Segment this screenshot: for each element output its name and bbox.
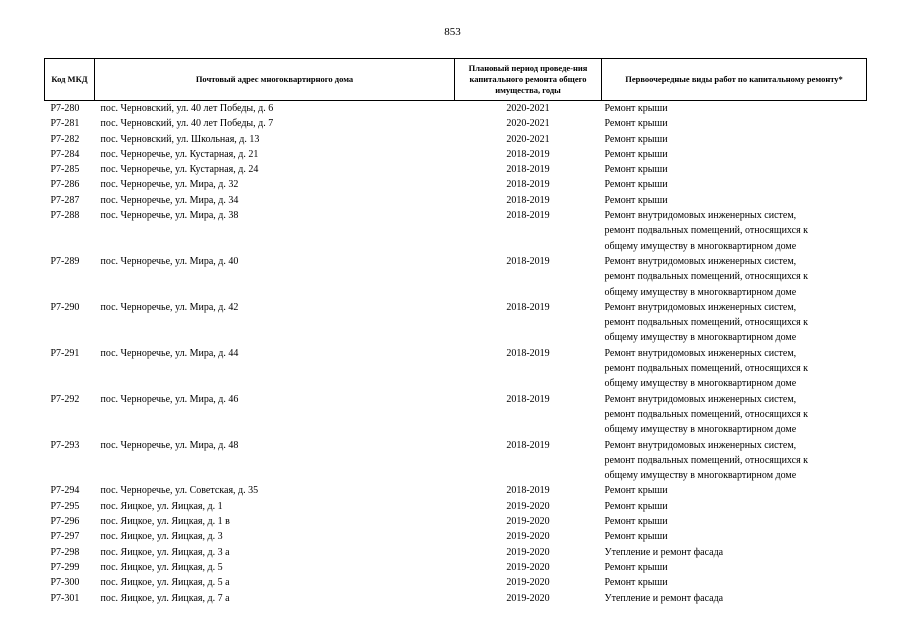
header-address: Почтовый адрес многоквартирного дома — [95, 59, 455, 101]
cell-period: 2019-2020 — [506, 500, 550, 512]
cell-address: пос. Черноречье, ул. Советская, д. 35 — [100, 485, 259, 497]
table-row — [45, 514, 867, 529]
cell-address: пос. Черноречье, ул. Мира, д. 42 — [100, 301, 239, 313]
works-line: ремонт подвальных помещений, относящихся к — [604, 271, 809, 283]
table-row — [45, 193, 867, 208]
cell-period: 2018-2019 — [506, 148, 550, 160]
cell-period: 2018-2019 — [506, 347, 550, 359]
cell-works — [602, 346, 867, 392]
table-row — [45, 346, 867, 392]
cell-code: Р7-295 — [50, 500, 80, 512]
works-line: Утепление и ремонт фасада — [604, 546, 724, 558]
cell-works — [602, 392, 867, 438]
table-row — [45, 300, 867, 346]
header-code: Код МКД — [45, 59, 95, 101]
cell-works — [602, 132, 867, 147]
cell-period: 2018-2019 — [506, 255, 550, 267]
works-line: общему имуществу в многоквартирном доме — [604, 378, 797, 390]
works-line: Ремонт крыши — [604, 531, 668, 543]
table-row — [45, 177, 867, 192]
cell-address: пос. Яицкое, ул. Яицкая, д. 1 в — [100, 516, 230, 528]
works-line: Ремонт крыши — [604, 577, 668, 589]
header-period: Плановый период проведе-ния капитального ремонта общего имущества, годы — [455, 59, 602, 101]
cell-code: Р7-288 — [50, 210, 80, 222]
cell-works — [602, 499, 867, 514]
cell-works — [602, 438, 867, 484]
table-row — [45, 483, 867, 498]
works-line: ремонт подвальных помещений, относящихся к — [604, 225, 809, 237]
cell-code: Р7-282 — [50, 133, 80, 145]
works-line: Ремонт крыши — [604, 485, 668, 497]
works-line: общему имуществу в многоквартирном доме — [604, 286, 797, 298]
works-line: Ремонт внутридомовых инженерных систем, — [604, 347, 797, 359]
cell-period: 2019-2020 — [506, 561, 550, 573]
works-line: Ремонт крыши — [604, 103, 668, 114]
cell-works — [602, 254, 867, 300]
table-row — [45, 591, 867, 606]
cell-works — [602, 529, 867, 544]
table-row — [45, 438, 867, 484]
cell-code: Р7-290 — [50, 301, 80, 313]
cell-works — [602, 560, 867, 575]
capital-repair-table — [44, 58, 867, 606]
cell-code: Р7-294 — [50, 485, 80, 497]
works-line: Ремонт крыши — [604, 516, 668, 528]
cell-works — [602, 193, 867, 208]
header-works: Первоочередные виды работ по капитальному ремонту* — [602, 59, 867, 101]
cell-address: пос. Яицкое, ул. Яицкая, д. 5 — [100, 561, 223, 573]
works-line: Ремонт крыши — [604, 148, 668, 160]
cell-code: Р7-287 — [50, 194, 80, 206]
works-line: Утепление и ремонт фасада — [604, 592, 724, 604]
cell-period: 2018-2019 — [506, 485, 550, 497]
cell-code: Р7-297 — [50, 531, 80, 543]
cell-works — [602, 575, 867, 590]
cell-address: пос. Черновский, ул. 40 лет Победы, д. 7 — [100, 118, 274, 130]
cell-code: Р7-280 — [50, 103, 80, 114]
cell-code: Р7-281 — [50, 118, 80, 130]
table-row — [45, 392, 867, 438]
cell-code: Р7-292 — [50, 393, 80, 405]
table-row — [45, 101, 867, 117]
table-row — [45, 208, 867, 254]
table-row — [45, 560, 867, 575]
cell-works — [602, 300, 867, 346]
cell-code: Р7-299 — [50, 561, 80, 573]
cell-code: Р7-285 — [50, 164, 80, 176]
cell-address: пос. Черноречье, ул. Мира, д. 44 — [100, 347, 239, 359]
works-line: Ремонт внутридомовых инженерных систем, — [604, 210, 797, 222]
table-row — [45, 162, 867, 177]
cell-address: пос. Яицкое, ул. Яицкая, д. 3 — [100, 531, 223, 543]
cell-works — [602, 591, 867, 606]
cell-address: пос. Черноречье, ул. Кустарная, д. 21 — [100, 148, 259, 160]
cell-code: Р7-300 — [50, 577, 80, 589]
cell-address: пос. Яицкое, ул. Яицкая, д. 5 а — [100, 577, 230, 589]
cell-period: 2018-2019 — [506, 179, 550, 191]
works-line: Ремонт внутридомовых инженерных систем, — [604, 301, 797, 313]
table-row — [45, 116, 867, 131]
works-line: Ремонт внутридомовых инженерных систем, — [604, 255, 797, 267]
table-row — [45, 545, 867, 560]
table-row — [45, 132, 867, 147]
cell-address: пос. Яицкое, ул. Яицкая, д. 3 а — [100, 546, 230, 558]
cell-period: 2018-2019 — [506, 164, 550, 176]
cell-works — [602, 101, 867, 117]
cell-period: 2018-2019 — [506, 210, 550, 222]
cell-address: пос. Черновский, ул. 40 лет Победы, д. 6 — [100, 103, 274, 114]
cell-address: пос. Яицкое, ул. Яицкая, д. 7 а — [100, 592, 230, 604]
cell-code: Р7-291 — [50, 347, 80, 359]
works-line: Ремонт крыши — [604, 118, 668, 130]
page-number: 853 — [444, 26, 461, 38]
cell-code: Р7-298 — [50, 546, 80, 558]
cell-address: пос. Яицкое, ул. Яицкая, д. 1 — [100, 500, 223, 512]
cell-address: пос. Черноречье, ул. Мира, д. 46 — [100, 393, 239, 405]
cell-code: Р7-296 — [50, 516, 80, 528]
works-line: Ремонт крыши — [604, 561, 668, 573]
cell-period: 2019-2020 — [506, 546, 550, 558]
cell-period: 2019-2020 — [506, 531, 550, 543]
cell-works — [602, 483, 867, 498]
cell-period: 2018-2019 — [506, 393, 550, 405]
table-header — [45, 59, 867, 101]
cell-code: Р7-284 — [50, 148, 80, 160]
cell-works — [602, 208, 867, 254]
works-line: общему имуществу в многоквартирном доме — [604, 332, 797, 344]
table-body — [45, 101, 867, 606]
cell-code: Р7-289 — [50, 255, 80, 267]
works-line: ремонт подвальных помещений, относящихся к — [604, 317, 809, 329]
cell-address: пос. Черновский, ул. Школьная, д. 13 — [100, 133, 260, 145]
cell-works — [602, 147, 867, 162]
cell-address: пос. Черноречье, ул. Мира, д. 38 — [100, 210, 239, 222]
cell-address: пос. Черноречье, ул. Мира, д. 32 — [100, 179, 239, 191]
cell-address: пос. Черноречье, ул. Мира, д. 48 — [100, 439, 239, 451]
cell-works — [602, 162, 867, 177]
table-row — [45, 254, 867, 300]
works-line: общему имуществу в многоквартирном доме — [604, 470, 797, 482]
cell-works — [602, 116, 867, 131]
table-row — [45, 529, 867, 544]
cell-period: 2019-2020 — [506, 577, 550, 589]
works-line: Ремонт крыши — [604, 133, 668, 145]
works-line: Ремонт крыши — [604, 500, 668, 512]
cell-period: 2018-2019 — [506, 301, 550, 313]
cell-address: пос. Черноречье, ул. Кустарная, д. 24 — [100, 164, 259, 176]
cell-works — [602, 177, 867, 192]
table-row — [45, 575, 867, 590]
cell-period: 2019-2020 — [506, 592, 550, 604]
cell-period: 2020-2021 — [506, 118, 550, 130]
works-line: общему имуществу в многоквартирном доме — [604, 240, 797, 252]
table-row — [45, 147, 867, 162]
cell-code: Р7-301 — [50, 592, 80, 604]
works-line: Ремонт крыши — [604, 164, 668, 176]
cell-period: 2020-2021 — [506, 133, 550, 145]
table-row — [45, 499, 867, 514]
cell-address: пос. Черноречье, ул. Мира, д. 40 — [100, 255, 239, 267]
cell-code: Р7-293 — [50, 439, 80, 451]
cell-works — [602, 545, 867, 560]
cell-period: 2020-2021 — [506, 103, 550, 114]
works-line: Ремонт крыши — [604, 194, 668, 206]
cell-period: 2018-2019 — [506, 439, 550, 451]
works-line: Ремонт внутридомовых инженерных систем, — [604, 439, 797, 451]
works-line: ремонт подвальных помещений, относящихся к — [604, 363, 809, 375]
cell-code: Р7-286 — [50, 179, 80, 191]
cell-period: 2018-2019 — [506, 194, 550, 206]
works-line: Ремонт внутридомовых инженерных систем, — [604, 393, 797, 405]
works-line: Ремонт крыши — [604, 179, 668, 191]
works-line: ремонт подвальных помещений, относящихся к — [604, 408, 809, 420]
works-line: ремонт подвальных помещений, относящихся к — [604, 454, 809, 466]
cell-works — [602, 514, 867, 529]
cell-period: 2019-2020 — [506, 516, 550, 528]
cell-address: пос. Черноречье, ул. Мира, д. 34 — [100, 194, 239, 206]
works-line: общему имуществу в многоквартирном доме — [604, 424, 797, 436]
